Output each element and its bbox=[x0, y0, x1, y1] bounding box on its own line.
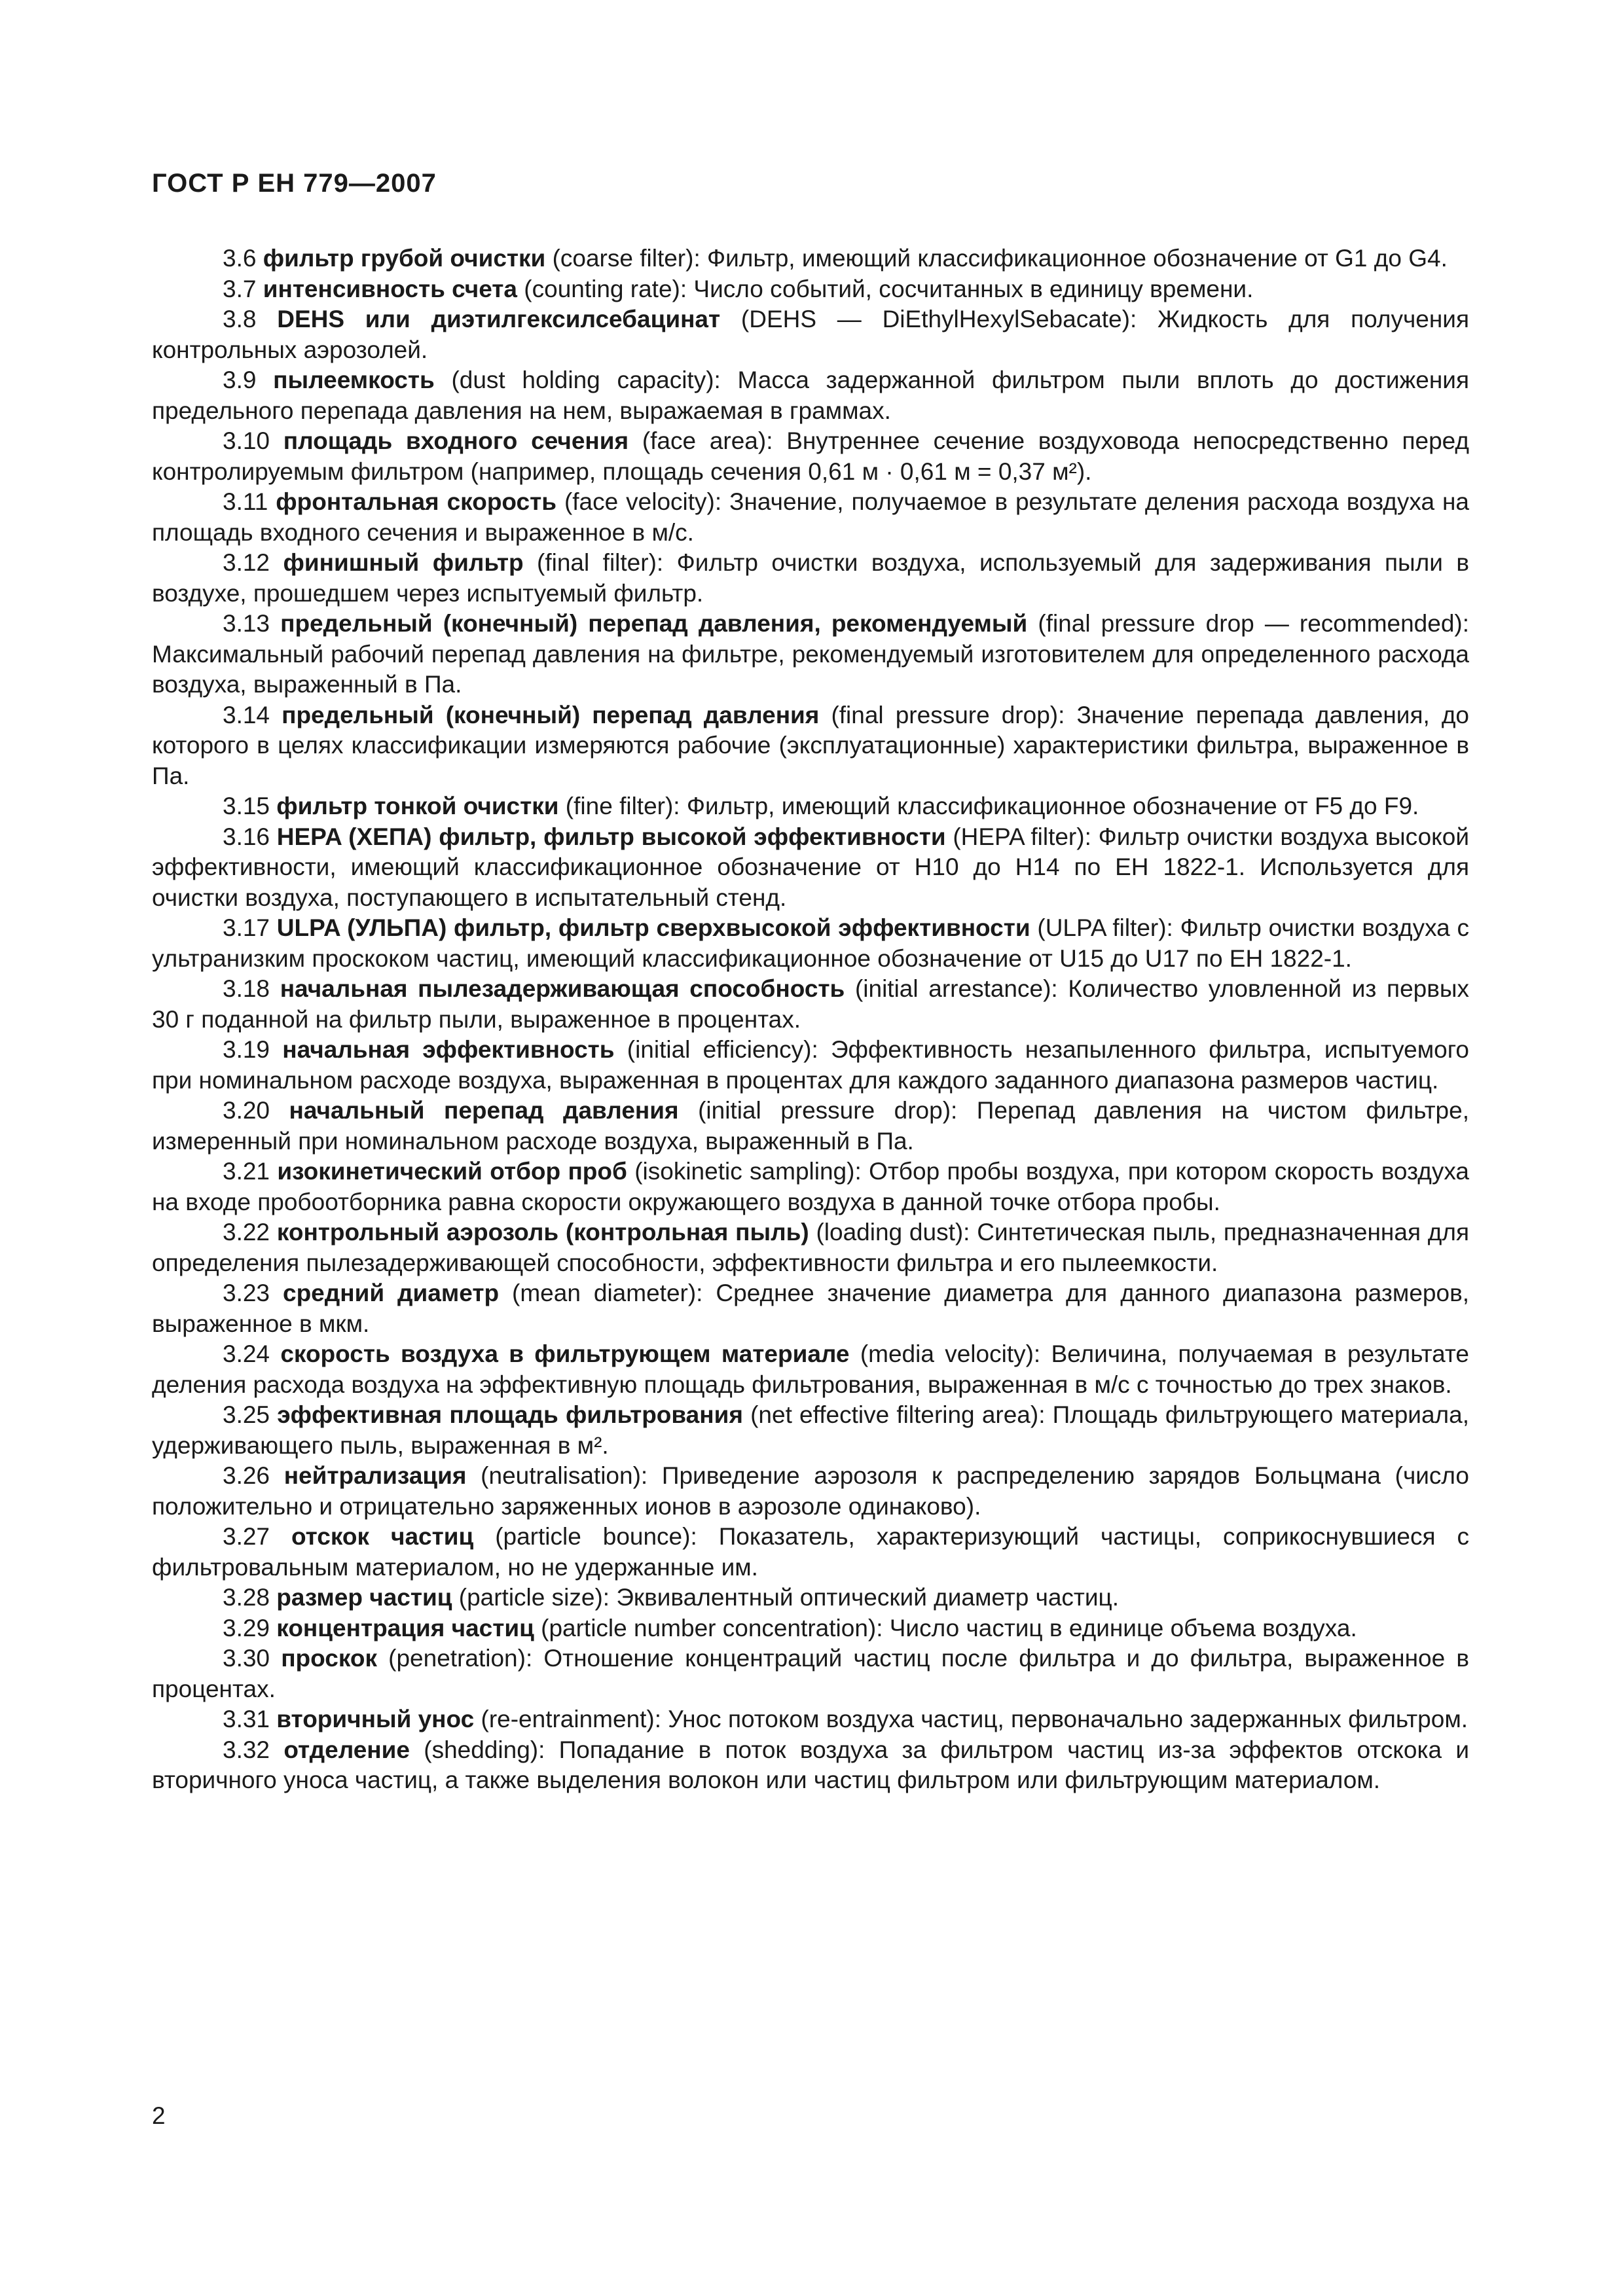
entry-text: (particle size): Эквивалентный оптический диаметр частиц. bbox=[452, 1584, 1120, 1611]
entry-text: (coarse filter): Фильтр, имеющий классификационное обозначение от G1 до G4. bbox=[545, 245, 1448, 272]
entry-number: 3.32 bbox=[223, 1736, 270, 1763]
entry-term: DEHS или диэтилгексилсебацинат bbox=[277, 306, 721, 332]
entry-number: 3.9 bbox=[223, 367, 257, 393]
definition-entry bbox=[152, 1643, 1469, 1704]
entry-text: (dust holding capacity): Масса задержанной фильтром пыли вплоть до достижения предельного перепада давления на нем, выражаемая в граммах. bbox=[152, 367, 1469, 424]
entry-number: 3.25 bbox=[223, 1401, 270, 1428]
definition-entry bbox=[152, 1096, 1469, 1157]
entry-text: (final pressure drop — recommended): Максимальный рабочий перепад давления на фильтре, рекомендуемый изготовителем для определенного расхода воздуха, выраженный в Па. bbox=[152, 610, 1470, 698]
entry-number: 3.28 bbox=[223, 1584, 270, 1611]
entry-term: средний диаметр bbox=[283, 1280, 500, 1306]
entry-text: (final pressure drop): Значение перепада давления, до которого в целях классификации измеряются рабочие (эксплуатационные) характеристики фильтра, выраженное в Па. bbox=[152, 701, 1469, 789]
definition-entry bbox=[152, 1339, 1469, 1400]
entry-text: (net effective filtering area): Площадь фильтрующего материала, удерживающего пыль, выраженная в м². bbox=[152, 1401, 1469, 1459]
entry-term: начальный перепад давления bbox=[289, 1097, 679, 1124]
entry-term: фронтальная скорость bbox=[276, 488, 556, 515]
entry-term: предельный (конечный) перепад давления, рекомендуемый bbox=[280, 610, 1028, 637]
entry-term: фильтр грубой очистки bbox=[263, 245, 546, 272]
definition-entry bbox=[152, 1735, 1469, 1796]
entry-term: нейтрализация bbox=[283, 1462, 467, 1489]
entry-text: (media velocity): Величина, получаемая в результате деления расхода воздуха на эффективную площадь фильтрования, выраженная в м/с с точностью до трех знаков. bbox=[152, 1340, 1469, 1398]
entry-number: 3.14 bbox=[223, 701, 270, 728]
entry-term: фильтр тонкой очистки bbox=[276, 793, 559, 819]
definition-entry bbox=[152, 1278, 1469, 1339]
definition-entry bbox=[152, 426, 1469, 487]
entry-text: (particle number concentration): Число частиц в единице объема воздуха. bbox=[534, 1614, 1357, 1641]
entry-number: 3.31 bbox=[223, 1706, 270, 1732]
entry-number: 3.15 bbox=[223, 793, 270, 819]
entry-text: (re-entrainment): Унос потоком воздуха частиц, первоначально задержанных фильтром. bbox=[474, 1706, 1468, 1732]
definition-entry bbox=[152, 913, 1469, 974]
entry-term: отделение bbox=[283, 1736, 410, 1763]
entry-term: пылеемкость bbox=[273, 367, 435, 393]
entry-number: 3.24 bbox=[223, 1340, 270, 1367]
entry-number: 3.7 bbox=[223, 275, 257, 302]
definition-entry bbox=[152, 274, 1469, 305]
definition-entry bbox=[152, 700, 1469, 792]
document-header: ГОСТ Р ЕН 779—2007 bbox=[152, 169, 437, 198]
entry-number: 3.23 bbox=[223, 1280, 270, 1306]
definition-entry bbox=[152, 974, 1469, 1035]
entry-text: (mean diameter): Среднее значение диаметра для данного диапазона размеров, выраженное в мкм. bbox=[152, 1280, 1469, 1337]
entry-term: площадь входного сечения bbox=[283, 427, 629, 454]
entry-term: начальная пылезадерживающая способность bbox=[280, 975, 845, 1002]
definition-entry bbox=[152, 1461, 1469, 1522]
definition-entry bbox=[152, 1035, 1469, 1096]
entry-text: (ULPA filter): Фильтр очистки воздуха с ультранизким проскоком частиц, имеющий классификационное обозначение от U15 до U17 по ЕН 1822-1. bbox=[152, 914, 1469, 972]
entry-text: (isokinetic sampling): Отбор пробы воздуха, при котором скорость воздуха на входе пробоотборника равна скорости окружающего воздуха в данной точке отбора пробы. bbox=[152, 1158, 1469, 1215]
entry-number: 3.21 bbox=[223, 1158, 270, 1185]
definition-entry bbox=[152, 1613, 1469, 1644]
definitions-list bbox=[152, 243, 1469, 1796]
entry-term: интенсивность счета bbox=[263, 275, 518, 302]
entry-term: концентрация частиц bbox=[276, 1614, 534, 1641]
entry-number: 3.11 bbox=[223, 488, 268, 515]
entry-number: 3.8 bbox=[223, 306, 257, 332]
definition-entry bbox=[152, 791, 1469, 822]
entry-number: 3.19 bbox=[223, 1036, 270, 1063]
entry-term: скорость воздуха в фильтрующем материале bbox=[280, 1340, 850, 1367]
entry-text: (penetration): Отношение концентраций частиц после фильтра и до фильтра, выраженное в процентах. bbox=[152, 1645, 1469, 1702]
entry-number: 3.22 bbox=[223, 1219, 270, 1246]
entry-text: (shedding): Попадание в поток воздуха за фильтром частиц из-за эффектов отскока и вторичного уноса частиц, а также выделения волокон или частиц фильтром или фильтрующим материалом. bbox=[152, 1736, 1469, 1793]
definition-entry bbox=[152, 304, 1469, 365]
definition-entry bbox=[152, 1400, 1469, 1461]
definition-entry bbox=[152, 1704, 1469, 1735]
entry-text: (initial pressure drop): Перепад давления на чистом фильтре, измеренный при номинальном расходе воздуха, выраженный в Па. bbox=[152, 1097, 1469, 1155]
entry-number: 3.18 bbox=[223, 975, 270, 1002]
entry-term: размер частиц bbox=[276, 1584, 452, 1611]
entry-text: (neutralisation): Приведение аэрозоля к распределению зарядов Больцмана (число положительно и отрицательно заряженных ионов в аэрозоле одинаково). bbox=[152, 1462, 1469, 1520]
definition-entry bbox=[152, 609, 1469, 700]
entry-term: проскок bbox=[281, 1645, 377, 1672]
entry-number: 3.29 bbox=[223, 1614, 270, 1641]
entry-term: ULPA (УЛЬПА) фильтр, фильтр сверхвысокой эффективности bbox=[276, 914, 1030, 941]
entry-text: (fine filter): Фильтр, имеющий классификационное обозначение от F5 до F9. bbox=[558, 793, 1419, 819]
entry-text: (face velocity): Значение, получаемое в результате деления расхода воздуха на площадь входного сечения и выраженное в м/с. bbox=[152, 488, 1469, 546]
definition-entry bbox=[152, 1217, 1469, 1278]
definition-entry bbox=[152, 487, 1469, 548]
entry-term: начальная эффективность bbox=[282, 1036, 615, 1063]
entry-number: 3.20 bbox=[223, 1097, 270, 1124]
entry-number: 3.30 bbox=[223, 1645, 270, 1672]
entry-term: изокинетический отбор проб bbox=[277, 1158, 627, 1185]
entry-text: (particle bounce): Показатель, характеризующий частицы, соприкоснувшиеся с фильтровальным материалом, но не удержанные им. bbox=[152, 1523, 1470, 1581]
entry-text: (DEHS — DiEthylHexylSebacate): Жидкость для получения контрольных аэрозолей. bbox=[152, 306, 1469, 363]
entry-text: (loading dust): Синтетическая пыль, предназначенная для определения пылезадерживающей способности, эффективности фильтра и его пылеемкости. bbox=[152, 1219, 1469, 1276]
definition-entry bbox=[152, 548, 1469, 609]
entry-number: 3.10 bbox=[223, 427, 270, 454]
entry-number: 3.13 bbox=[223, 610, 270, 637]
entry-number: 3.27 bbox=[223, 1523, 270, 1550]
definition-entry bbox=[152, 1157, 1469, 1217]
entry-term: контрольный аэрозоль (контрольная пыль) bbox=[276, 1219, 809, 1246]
entry-text: (counting rate): Число событий, сосчитанных в единицу времени. bbox=[517, 275, 1254, 302]
definition-entry bbox=[152, 1522, 1469, 1583]
entry-text: (face area): Внутреннее сечение воздуховода непосредственно перед контролируемым фильтром (например, площадь сечения 0,61 м · 0,61 м = 0,37 м²). bbox=[152, 427, 1470, 485]
definition-entry bbox=[152, 822, 1469, 914]
entry-term: вторичный унос bbox=[276, 1706, 475, 1732]
entry-text: (initial arrestance): Количество уловленной из первых 30 г поданной на фильтр пыли, выраженное в процентах. bbox=[152, 975, 1469, 1033]
entry-number: 3.17 bbox=[223, 914, 270, 941]
definition-entry bbox=[152, 243, 1469, 274]
definition-entry bbox=[152, 365, 1469, 426]
entry-term: предельный (конечный) перепад давления bbox=[282, 701, 820, 728]
page-number: 2 bbox=[152, 2102, 166, 2129]
entry-number: 3.16 bbox=[223, 823, 270, 850]
entry-number: 3.12 bbox=[223, 549, 270, 576]
definition-entry bbox=[152, 1583, 1469, 1613]
entry-number: 3.6 bbox=[223, 245, 257, 272]
entry-term: эффективная площадь фильтрования bbox=[277, 1401, 743, 1428]
entry-term: HEPA (ХЕПА) фильтр, фильтр высокой эффективности bbox=[276, 823, 946, 850]
entry-term: отскок частиц bbox=[291, 1523, 474, 1550]
entry-text: (initial efficiency): Эффективность незапыленного фильтра, испытуемого при номинальном расходе воздуха, выраженная в процентах для каждого заданного диапазона размеров частиц. bbox=[152, 1036, 1470, 1094]
entry-number: 3.26 bbox=[223, 1462, 270, 1489]
entry-term: финишный фильтр bbox=[283, 549, 524, 576]
entry-text: (HEPA filter): Фильтр очистки воздуха высокой эффективности, имеющий классификационное обозначение от H10 до H14 по ЕН 1822-1. Используется для очистки воздуха, поступающего в испытательный стенд. bbox=[152, 823, 1469, 911]
entry-text: (final filter): Фильтр очистки воздуха, используемый для задерживания пыли в воздухе, прошедшем через испытуемый фильтр. bbox=[152, 549, 1469, 607]
